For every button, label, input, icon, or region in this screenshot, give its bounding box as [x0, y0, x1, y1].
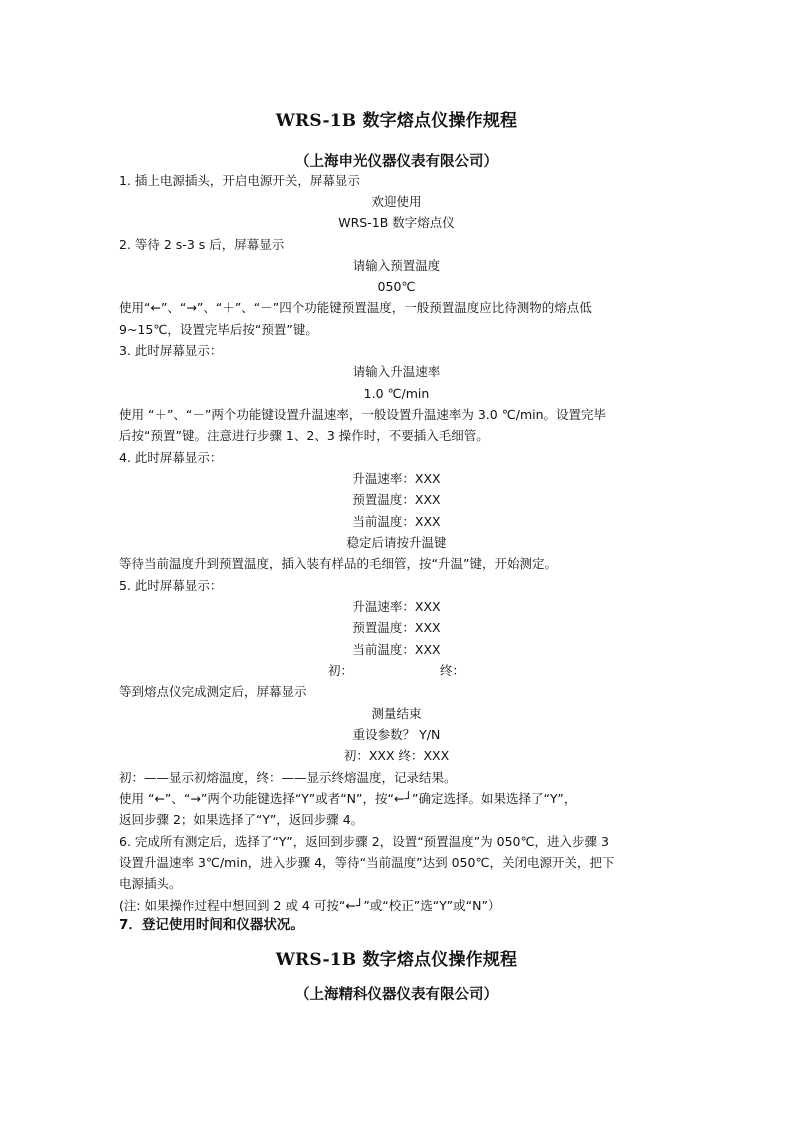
select-description: 使用 “←”、“→”两个功能键选择“Y”或者“N”，按“←┘”确定选择。如果选择了“Y”， [119, 791, 577, 806]
step-3-description-cont: 后按“预置”键。注意进行步骤 1、2、3 操作时，不要插入毛细管。 [119, 428, 489, 443]
screen-result: 初：XXX 终：XXX [343, 748, 450, 763]
screen-5-initial: 初： [328, 663, 354, 678]
screen-preset-prompt: 请输入预置温度 [352, 258, 441, 273]
screen-preset-value: 050℃ [377, 279, 416, 294]
screen-5-current: 当前温度：XXX [352, 642, 441, 657]
result-note: 初：——显示初熔温度，终：——显示终熔温度，记录结果。 [119, 770, 457, 785]
step-6: 6. 完成所有测定后，选择了“Y”，返回到步骤 2，设置“预置温度”为 050℃，进入步骤 3 [119, 834, 609, 849]
step-4-description: 等待当前温度升到预置温度，插入装有样品的毛细管，按“升温”键，开始测定。 [119, 556, 557, 571]
return-note: (注: 如果操作过程中想回到 2 或 4 可按“←┘”或“校正”选“Y”或“N”） [119, 898, 501, 913]
screen-rate-value: 1.0 ℃/min [363, 386, 430, 401]
screen-5-final: 终： [440, 663, 466, 678]
screen-reset: 重设参数？ Y/N [352, 727, 441, 742]
screen-4-rate: 升温速率：XXX [352, 471, 441, 486]
step-1: 1. 插上电源插头，开启电源开关，屏幕显示 [119, 173, 360, 188]
step-3-description: 使用 “＋”、“－”两个功能键设置升温速率，一般设置升温速率为 3.0 ℃/min。设置完毕 [119, 407, 607, 422]
step-7: 7．登记使用时间和仪器状况。 [119, 917, 304, 933]
step-5-description: 等到熔点仪完成测定后，屏幕显示 [119, 684, 307, 699]
step-3: 3. 此时屏幕显示： [119, 343, 223, 358]
step-6-cont-2: 电源插头。 [119, 876, 182, 891]
screen-end: 测量结束 [371, 706, 422, 721]
step-2-description-cont: 9~15℃，设置完毕后按“预置”键。 [119, 322, 318, 337]
select-description-cont: 返回步骤 2；如果选择了“Y”，返回步骤 4。 [119, 812, 364, 827]
screen-model: WRS-1B 数字熔点仪 [338, 215, 455, 230]
step-2: 2. 等待 2 s-3 s 后，屏幕显示 [119, 237, 285, 252]
screen-4-preset: 预置温度：XXX [352, 492, 441, 507]
screen-rate-prompt: 请输入升温速率 [352, 364, 441, 379]
company-name: （上海申光仪器仪表有限公司） [295, 154, 498, 170]
step-6-cont: 设置升温速率 3℃/min，进入步骤 4，等待“当前温度”达到 050℃，关闭电源开关，把下 [119, 855, 615, 870]
screen-5-rate: 升温速率：XXX [352, 599, 441, 614]
step-5: 5. 此时屏幕显示： [119, 578, 223, 593]
step-4: 4. 此时屏幕显示： [119, 450, 223, 465]
second-document-title: WRS-1B 数字熔点仪操作规程 [275, 950, 518, 970]
second-company-name: （上海精科仪器仪表有限公司） [295, 987, 498, 1003]
screen-5-preset: 预置温度：XXX [352, 620, 441, 635]
document-title: WRS-1B 数字熔点仪操作规程 [275, 111, 518, 131]
screen-4-stable: 稳定后请按升温键 [346, 535, 447, 550]
step-2-description: 使用“←”、“→”、“＋”、“－”四个功能键预置温度，一般预置温度应比待测物的熔点低 [119, 300, 592, 315]
screen-4-current: 当前温度：XXX [352, 514, 441, 529]
screen-welcome: 欢迎使用 [371, 194, 422, 209]
